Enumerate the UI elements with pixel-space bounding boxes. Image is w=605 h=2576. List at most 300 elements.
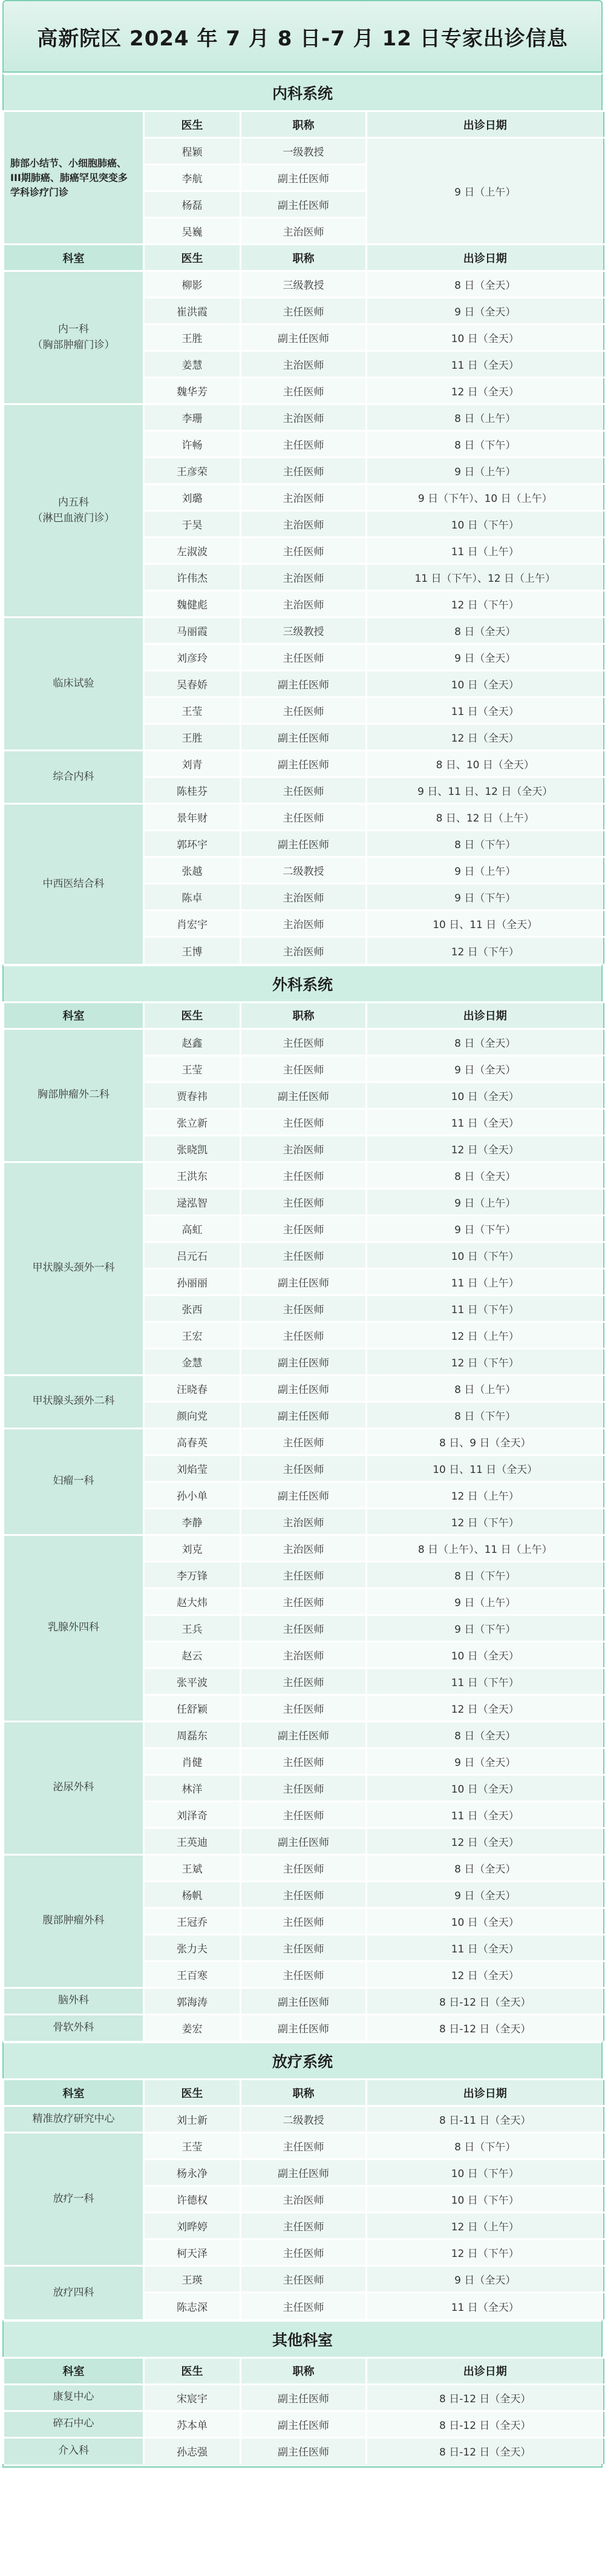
doctor-rank: 主任医师 bbox=[241, 431, 367, 458]
visit-date: 11 日（上午） bbox=[367, 1268, 604, 1295]
column-header-rank: 职称 bbox=[241, 2080, 367, 2106]
department-label: 临床试验 bbox=[53, 677, 94, 690]
doctor-name: 崔洪霞 bbox=[144, 298, 241, 324]
doctor-rank: 主任医师 bbox=[241, 2213, 367, 2239]
table-row bbox=[4, 1988, 604, 2014]
department-name bbox=[4, 271, 144, 404]
department-name bbox=[4, 2384, 144, 2411]
visit-date: 10 日（全天） bbox=[367, 324, 604, 351]
column-header-dept: 科室 bbox=[4, 1002, 144, 1029]
visit-date: 9 日（全天） bbox=[367, 1748, 604, 1774]
section-title: 外科系统 bbox=[2, 964, 603, 1001]
doctor-name: 杨永净 bbox=[144, 2159, 241, 2186]
department-name bbox=[4, 1375, 144, 1428]
visit-date: 12 日（上午） bbox=[367, 1322, 604, 1348]
visit-date: 9 日（上午） bbox=[367, 138, 604, 245]
visit-date: 8 日、10 日（全天） bbox=[367, 751, 604, 777]
visit-date: 12 日（下午） bbox=[367, 2239, 604, 2266]
doctor-rank: 主任医师 bbox=[241, 1029, 367, 1055]
column-header-rank: 职称 bbox=[241, 111, 367, 138]
department-name bbox=[4, 1721, 144, 1854]
doctor-rank: 主任医师 bbox=[241, 378, 367, 404]
doctor-name: 刘克 bbox=[144, 1535, 241, 1561]
visit-date: 10 日（全天） bbox=[367, 1082, 604, 1108]
visit-date: 8 日（全天） bbox=[367, 1854, 604, 1881]
visit-date: 9 日（全天） bbox=[367, 644, 604, 671]
doctor-name: 王莹 bbox=[144, 697, 241, 724]
doctor-rank: 副主任医师 bbox=[241, 2437, 367, 2464]
column-header-row bbox=[4, 2357, 604, 2384]
doctor-rank: 主任医师 bbox=[241, 298, 367, 324]
visit-date: 8 日、12 日（上午） bbox=[367, 804, 604, 831]
visit-date: 12 日（全天） bbox=[367, 1961, 604, 1988]
visit-date: 11 日（全天） bbox=[367, 2293, 604, 2319]
doctor-rank: 一级教授 bbox=[241, 138, 367, 165]
table-row bbox=[4, 1029, 604, 1055]
column-header-date: 出诊日期 bbox=[367, 111, 604, 138]
column-header-doctor: 医生 bbox=[144, 111, 241, 138]
doctor-name: 柯天泽 bbox=[144, 2239, 241, 2266]
doctor-name: 许德权 bbox=[144, 2186, 241, 2213]
department-name bbox=[4, 751, 144, 804]
doctor-name: 王莹 bbox=[144, 2133, 241, 2159]
doctor-rank: 主任医师 bbox=[241, 1615, 367, 1641]
page-title: 高新院区 2024 年 7 月 8 日-7 月 12 日专家出诊信息 bbox=[2, 0, 603, 73]
visit-date: 9 日（上午） bbox=[367, 857, 604, 884]
doctor-name: 赵云 bbox=[144, 1641, 241, 1668]
visit-date: 12 日（全天） bbox=[367, 1695, 604, 1721]
visit-date: 10 日（全天） bbox=[367, 1641, 604, 1668]
department-label: 介入科 bbox=[58, 2445, 89, 2457]
doctor-rank: 主任医师 bbox=[241, 1854, 367, 1881]
visit-date: 9 日（全天） bbox=[367, 1881, 604, 1908]
table-row bbox=[4, 2266, 604, 2293]
department-name bbox=[4, 1029, 144, 1162]
doctor-name: 王冠乔 bbox=[144, 1908, 241, 1934]
column-header-rank: 职称 bbox=[241, 245, 367, 271]
doctor-name: 王百寒 bbox=[144, 1961, 241, 1988]
visit-date: 8 日（下午） bbox=[367, 1402, 604, 1428]
doctor-name: 王斌 bbox=[144, 1854, 241, 1881]
department-name bbox=[4, 2411, 144, 2437]
department-name bbox=[4, 2437, 144, 2464]
doctor-rank: 主任医师 bbox=[241, 1801, 367, 1828]
section-title: 其他科室 bbox=[2, 2319, 603, 2357]
doctor-name: 王博 bbox=[144, 937, 241, 964]
doctor-name: 肖健 bbox=[144, 1748, 241, 1774]
table-row bbox=[4, 271, 604, 298]
table-row bbox=[4, 404, 604, 431]
visit-date: 11 日（下午）、12 日（上午） bbox=[367, 564, 604, 591]
table-row bbox=[4, 1721, 604, 1748]
visit-date: 11 日（下午） bbox=[367, 1668, 604, 1695]
doctor-name: 陈桂芬 bbox=[144, 777, 241, 804]
doctor-name: 周磊东 bbox=[144, 1721, 241, 1748]
doctor-rank: 副主任医师 bbox=[241, 1375, 367, 1402]
doctor-rank: 主任医师 bbox=[241, 1108, 367, 1135]
department-name bbox=[4, 804, 144, 964]
doctor-rank: 主治医师 bbox=[241, 564, 367, 591]
visit-date: 12 日（下午） bbox=[367, 1348, 604, 1375]
doctor-name: 陈卓 bbox=[144, 884, 241, 911]
doctor-name: 魏华芳 bbox=[144, 378, 241, 404]
doctor-rank: 二级教授 bbox=[241, 857, 367, 884]
table-row bbox=[4, 1162, 604, 1188]
visit-date: 12 日（全天） bbox=[367, 1135, 604, 1162]
department-name bbox=[4, 404, 144, 618]
table-row bbox=[4, 1375, 604, 1402]
doctor-rank: 主任医师 bbox=[241, 1588, 367, 1615]
doctor-rank: 主治医师 bbox=[241, 351, 367, 378]
doctor-rank: 主任医师 bbox=[241, 1881, 367, 1908]
doctor-name: 许伟杰 bbox=[144, 564, 241, 591]
doctor-name: 王瑛 bbox=[144, 2266, 241, 2293]
doctor-rank: 主任医师 bbox=[241, 1162, 367, 1188]
visit-date: 9 日（全天） bbox=[367, 298, 604, 324]
visit-date: 10 日（下午） bbox=[367, 2186, 604, 2213]
doctor-rank: 主任医师 bbox=[241, 777, 367, 804]
doctor-name: 苏本单 bbox=[144, 2411, 241, 2437]
department-name bbox=[4, 1428, 144, 1535]
doctor-rank: 主任医师 bbox=[241, 1322, 367, 1348]
doctor-name: 金慧 bbox=[144, 1348, 241, 1375]
doctor-name: 李珊 bbox=[144, 404, 241, 431]
doctor-name: 左淑波 bbox=[144, 538, 241, 564]
visit-date: 8 日-12 日（全天） bbox=[367, 2411, 604, 2437]
visit-date: 8 日（全天） bbox=[367, 1721, 604, 1748]
visit-date: 9 日（上午） bbox=[367, 1188, 604, 1215]
table-row bbox=[4, 2106, 604, 2133]
doctor-name: 张立新 bbox=[144, 1108, 241, 1135]
doctor-rank: 主任医师 bbox=[241, 1055, 367, 1082]
doctor-name: 任舒颖 bbox=[144, 1695, 241, 1721]
department-name bbox=[4, 1535, 144, 1721]
doctor-rank: 副主任医师 bbox=[241, 2411, 367, 2437]
doctor-name: 李万锋 bbox=[144, 1561, 241, 1588]
table-bottom-border bbox=[2, 2464, 603, 2468]
doctor-name: 张越 bbox=[144, 857, 241, 884]
doctor-name: 刘彦玲 bbox=[144, 644, 241, 671]
column-header-doctor: 医生 bbox=[144, 245, 241, 271]
doctor-rank: 主任医师 bbox=[241, 1774, 367, 1801]
doctor-rank: 主治医师 bbox=[241, 1535, 367, 1561]
doctor-rank: 主任医师 bbox=[241, 1455, 367, 1481]
section-title: 内科系统 bbox=[2, 73, 603, 110]
department-name bbox=[4, 2266, 144, 2319]
visit-date: 12 日（上午） bbox=[367, 1481, 604, 1508]
visit-date: 8 日（上午）、11 日（上午） bbox=[367, 1535, 604, 1561]
department-label: 精准放疗研究中心 bbox=[32, 2112, 115, 2125]
doctor-rank: 副主任医师 bbox=[241, 1402, 367, 1428]
visit-date: 8 日（全天） bbox=[367, 1162, 604, 1188]
department-label: 骨软外科 bbox=[53, 2021, 94, 2034]
department-name bbox=[4, 2106, 144, 2133]
column-header-date: 出诊日期 bbox=[367, 2080, 604, 2106]
column-header-rank: 职称 bbox=[241, 1002, 367, 1029]
doctor-rank: 副主任医师 bbox=[241, 1481, 367, 1508]
visit-date: 12 日（全天） bbox=[367, 724, 604, 751]
visit-date: 9 日（上午） bbox=[367, 458, 604, 484]
doctor-name: 张西 bbox=[144, 1295, 241, 1322]
doctor-name: 王英迪 bbox=[144, 1828, 241, 1854]
doctor-name: 孙志强 bbox=[144, 2437, 241, 2464]
doctor-rank: 副主任医师 bbox=[241, 751, 367, 777]
table-row bbox=[4, 1535, 604, 1561]
department-label: 内一科 bbox=[58, 323, 89, 335]
visit-date: 11 日（全天） bbox=[367, 351, 604, 378]
department-name bbox=[4, 2133, 144, 2266]
visit-date: 9 日、11 日、12 日（全天） bbox=[367, 777, 604, 804]
doctor-name: 李航 bbox=[144, 165, 241, 191]
table-row bbox=[4, 2437, 604, 2464]
doctor-rank: 主任医师 bbox=[241, 1242, 367, 1268]
doctor-name: 高虹 bbox=[144, 1215, 241, 1242]
doctor-name: 王胜 bbox=[144, 324, 241, 351]
doctor-name: 孙小单 bbox=[144, 1481, 241, 1508]
column-header-dept: 科室 bbox=[4, 2080, 144, 2106]
visit-date: 12 日（全天） bbox=[367, 1828, 604, 1854]
doctor-name: 杨帆 bbox=[144, 1881, 241, 1908]
doctor-name: 颜向党 bbox=[144, 1402, 241, 1428]
doctor-name: 魏健彪 bbox=[144, 591, 241, 618]
column-header-row bbox=[4, 245, 604, 271]
doctor-rank: 副主任医师 bbox=[241, 831, 367, 857]
column-header-row bbox=[4, 1002, 604, 1029]
column-header-dept: 科室 bbox=[4, 245, 144, 271]
schedule-sections bbox=[2, 73, 603, 2464]
doctor-rank: 主任医师 bbox=[241, 697, 367, 724]
doctor-name: 杨磊 bbox=[144, 191, 241, 218]
visit-date: 12 日（下午） bbox=[367, 937, 604, 964]
doctor-name: 刘青 bbox=[144, 751, 241, 777]
doctor-rank: 主任医师 bbox=[241, 1188, 367, 1215]
doctor-rank: 主治医师 bbox=[241, 218, 367, 245]
department-sublabel: （淋巴血液门诊） bbox=[32, 512, 115, 524]
department-label: 腹部肿瘤外科 bbox=[42, 1914, 105, 1927]
doctor-rank: 主任医师 bbox=[241, 2239, 367, 2266]
department-sublabel: （胸部肿瘤门诊） bbox=[32, 338, 115, 351]
doctor-name: 王宏 bbox=[144, 1322, 241, 1348]
special-clinic-name: 肺部小结节、小细胞肺癌、III期肺癌、肺癌罕见突变多学科诊疗门诊 bbox=[4, 111, 144, 245]
doctor-name: 孙丽丽 bbox=[144, 1268, 241, 1295]
column-header-date: 出诊日期 bbox=[367, 2357, 604, 2384]
doctor-name: 贾春祎 bbox=[144, 1082, 241, 1108]
schedule-table bbox=[2, 2357, 604, 2465]
visit-date: 8 日（全天） bbox=[367, 618, 604, 644]
department-label: 中西医结合科 bbox=[42, 877, 105, 890]
department-label: 甲状腺头颈外二科 bbox=[32, 1395, 115, 1408]
visit-date: 11 日（全天） bbox=[367, 1801, 604, 1828]
doctor-rank: 副主任医师 bbox=[241, 2159, 367, 2186]
visit-date: 12 日（全天） bbox=[367, 378, 604, 404]
doctor-name: 王莹 bbox=[144, 1055, 241, 1082]
doctor-name: 张力夫 bbox=[144, 1934, 241, 1961]
table-row bbox=[4, 1854, 604, 1881]
column-header-doctor: 医生 bbox=[144, 2357, 241, 2384]
doctor-rank: 副主任医师 bbox=[241, 1721, 367, 1748]
table-row bbox=[4, 1428, 604, 1455]
visit-date: 11 日（全天） bbox=[367, 1934, 604, 1961]
doctor-rank: 副主任医师 bbox=[241, 1828, 367, 1854]
doctor-rank: 主治医师 bbox=[241, 511, 367, 538]
doctor-rank: 主治医师 bbox=[241, 591, 367, 618]
visit-date: 8 日、9 日（全天） bbox=[367, 1428, 604, 1455]
visit-date: 8 日-12 日（全天） bbox=[367, 2014, 604, 2041]
doctor-rank: 主治医师 bbox=[241, 484, 367, 511]
doctor-name: 景年财 bbox=[144, 804, 241, 831]
doctor-rank: 副主任医师 bbox=[241, 1268, 367, 1295]
department-label: 脑外科 bbox=[58, 1994, 89, 2007]
visit-date: 11 日（上午） bbox=[367, 538, 604, 564]
table-row bbox=[4, 618, 604, 644]
doctor-name: 逯泓智 bbox=[144, 1188, 241, 1215]
doctor-name: 赵鑫 bbox=[144, 1029, 241, 1055]
doctor-rank: 主任医师 bbox=[241, 2266, 367, 2293]
department-label: 泌尿外科 bbox=[53, 1781, 94, 1794]
visit-date: 8 日（上午） bbox=[367, 1375, 604, 1402]
section-title: 放疗系统 bbox=[2, 2041, 603, 2078]
table-row bbox=[4, 751, 604, 777]
visit-date: 11 日（下午） bbox=[367, 1295, 604, 1322]
doctor-name: 李静 bbox=[144, 1508, 241, 1535]
department-label: 康复中心 bbox=[53, 2391, 94, 2403]
schedule-table bbox=[2, 110, 604, 964]
doctor-name: 赵大炜 bbox=[144, 1588, 241, 1615]
visit-date: 8 日（上午） bbox=[367, 404, 604, 431]
column-header-rank: 职称 bbox=[241, 2357, 367, 2384]
doctor-name: 王彦荣 bbox=[144, 458, 241, 484]
column-header-row bbox=[4, 111, 604, 138]
visit-date: 10 日（全天） bbox=[367, 1908, 604, 1934]
visit-date: 10 日（全天） bbox=[367, 1774, 604, 1801]
department-name bbox=[4, 618, 144, 751]
doctor-rank: 二级教授 bbox=[241, 2106, 367, 2133]
doctor-rank: 主任医师 bbox=[241, 804, 367, 831]
doctor-name: 柳影 bbox=[144, 271, 241, 298]
visit-date: 9 日（上午） bbox=[367, 1588, 604, 1615]
department-label: 甲状腺头颈外一科 bbox=[32, 1262, 115, 1274]
doctor-rank: 主任医师 bbox=[241, 538, 367, 564]
doctor-name: 汪晓春 bbox=[144, 1375, 241, 1402]
doctor-rank: 三级教授 bbox=[241, 271, 367, 298]
visit-date: 10 日（全天） bbox=[367, 671, 604, 697]
doctor-rank: 主任医师 bbox=[241, 1215, 367, 1242]
department-label: 综合内科 bbox=[53, 770, 94, 783]
doctor-name: 吕元石 bbox=[144, 1242, 241, 1268]
visit-date: 12 日（下午） bbox=[367, 1508, 604, 1535]
doctor-name: 姜慧 bbox=[144, 351, 241, 378]
doctor-rank: 主任医师 bbox=[241, 1908, 367, 1934]
doctor-rank: 主任医师 bbox=[241, 1428, 367, 1455]
department-label: 乳腺外四科 bbox=[48, 1621, 99, 1634]
visit-date: 8 日（下午） bbox=[367, 1561, 604, 1588]
visit-date: 9 日（全天） bbox=[367, 2266, 604, 2293]
doctor-name: 于昊 bbox=[144, 511, 241, 538]
doctor-name: 张晓凯 bbox=[144, 1135, 241, 1162]
visit-date: 9 日（下午） bbox=[367, 884, 604, 911]
doctor-rank: 主任医师 bbox=[241, 1961, 367, 1988]
table-row bbox=[4, 2411, 604, 2437]
doctor-rank: 副主任医师 bbox=[241, 671, 367, 697]
doctor-rank: 副主任医师 bbox=[241, 191, 367, 218]
doctor-rank: 主任医师 bbox=[241, 2133, 367, 2159]
doctor-name: 刘晔婷 bbox=[144, 2213, 241, 2239]
doctor-name: 林洋 bbox=[144, 1774, 241, 1801]
doctor-rank: 副主任医师 bbox=[241, 1988, 367, 2014]
doctor-rank: 主任医师 bbox=[241, 2293, 367, 2319]
doctor-rank: 副主任医师 bbox=[241, 324, 367, 351]
visit-date: 12 日（下午） bbox=[367, 591, 604, 618]
schedule-table bbox=[2, 1001, 604, 2041]
doctor-rank: 副主任医师 bbox=[241, 2384, 367, 2411]
visit-date: 8 日（下午） bbox=[367, 431, 604, 458]
column-header-date: 出诊日期 bbox=[367, 1002, 604, 1029]
visit-date: 10 日（下午） bbox=[367, 511, 604, 538]
doctor-rank: 主治医师 bbox=[241, 884, 367, 911]
table-row bbox=[4, 2384, 604, 2411]
doctor-name: 吴巍 bbox=[144, 218, 241, 245]
doctor-rank: 主治医师 bbox=[241, 937, 367, 964]
doctor-name: 郭海涛 bbox=[144, 1988, 241, 2014]
doctor-rank: 主任医师 bbox=[241, 644, 367, 671]
visit-date: 9 日（下午）、10 日（上午） bbox=[367, 484, 604, 511]
doctor-rank: 副主任医师 bbox=[241, 724, 367, 751]
visit-date: 8 日-11 日（全天） bbox=[367, 2106, 604, 2133]
column-header-doctor: 医生 bbox=[144, 1002, 241, 1029]
doctor-rank: 主治医师 bbox=[241, 2186, 367, 2213]
doctor-name: 刘士新 bbox=[144, 2106, 241, 2133]
department-name bbox=[4, 2014, 144, 2041]
visit-date: 8 日-12 日（全天） bbox=[367, 1988, 604, 2014]
doctor-rank: 主任医师 bbox=[241, 458, 367, 484]
doctor-rank: 主任医师 bbox=[241, 1295, 367, 1322]
visit-date: 9 日（下午） bbox=[367, 1615, 604, 1641]
table-row bbox=[4, 2014, 604, 2041]
doctor-rank: 主任医师 bbox=[241, 1668, 367, 1695]
visit-date: 8 日（全天） bbox=[367, 271, 604, 298]
visit-date: 11 日（全天） bbox=[367, 697, 604, 724]
doctor-name: 程颖 bbox=[144, 138, 241, 165]
column-header-doctor: 医生 bbox=[144, 2080, 241, 2106]
visit-date: 8 日（全天） bbox=[367, 1029, 604, 1055]
visit-date: 10 日、11 日（全天） bbox=[367, 1455, 604, 1481]
doctor-name: 刘焰莹 bbox=[144, 1455, 241, 1481]
table-row bbox=[4, 804, 604, 831]
column-header-row bbox=[4, 2080, 604, 2106]
column-header-date: 出诊日期 bbox=[367, 245, 604, 271]
doctor-name: 许畅 bbox=[144, 431, 241, 458]
department-label: 碎石中心 bbox=[53, 2417, 94, 2430]
doctor-name: 姜宏 bbox=[144, 2014, 241, 2041]
visit-date: 8 日-12 日（全天） bbox=[367, 2437, 604, 2464]
doctor-rank: 主治医师 bbox=[241, 404, 367, 431]
doctor-name: 陈志深 bbox=[144, 2293, 241, 2319]
doctor-name: 王兵 bbox=[144, 1615, 241, 1641]
doctor-name: 王洪东 bbox=[144, 1162, 241, 1188]
doctor-rank: 副主任医师 bbox=[241, 1082, 367, 1108]
doctor-rank: 副主任医师 bbox=[241, 165, 367, 191]
department-name bbox=[4, 1162, 144, 1375]
visit-date: 10 日（下午） bbox=[367, 1242, 604, 1268]
doctor-rank: 主任医师 bbox=[241, 1934, 367, 1961]
doctor-rank: 三级教授 bbox=[241, 618, 367, 644]
visit-date: 8 日（下午） bbox=[367, 831, 604, 857]
doctor-rank: 主治医师 bbox=[241, 1135, 367, 1162]
doctor-name: 郭环宇 bbox=[144, 831, 241, 857]
doctor-rank: 主治医师 bbox=[241, 1508, 367, 1535]
doctor-rank: 副主任医师 bbox=[241, 1348, 367, 1375]
visit-date: 10 日（下午） bbox=[367, 2159, 604, 2186]
